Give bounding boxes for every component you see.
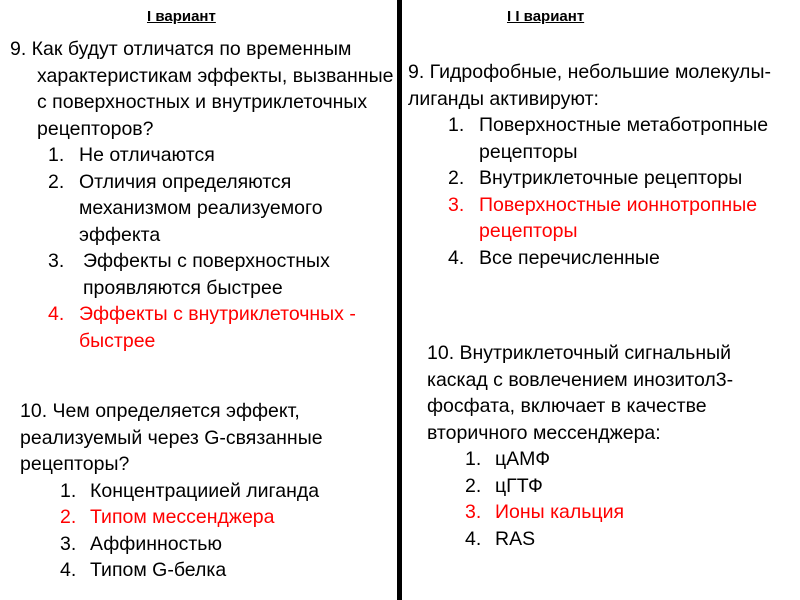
answer-option	[20, 557, 390, 584]
option-text: цГТФ	[495, 474, 543, 497]
option-number: 3.	[60, 532, 77, 555]
option-number: 4.	[48, 303, 65, 325]
option-text: Поверхностные ионнотропные рецепторы	[479, 193, 758, 242]
option-text: Поверхностные метаботропные рецепторы	[479, 114, 769, 163]
answer-option	[427, 446, 797, 473]
question-text: 10. Чем определяется эффект, реализуемый через G-связанные рецепторы?	[20, 400, 323, 475]
answer-option	[427, 473, 797, 500]
option-text: RAS	[495, 527, 536, 550]
answer-list	[10, 142, 395, 354]
option-text: Внутриклеточные рецепторы	[479, 167, 743, 189]
answer-list	[408, 112, 793, 271]
option-text: Типом мессенджера	[90, 506, 275, 528]
option-number: 3.	[465, 501, 482, 523]
option-number: 4.	[448, 246, 465, 269]
option-text: Типом G-белка	[90, 559, 227, 581]
option-number: 3.	[448, 193, 465, 216]
option-text: Концентрациией лиганда	[90, 479, 320, 502]
option-text: Эффекты с поверхностных проявляются быстрее	[83, 250, 330, 299]
answer-option-correct	[427, 499, 797, 526]
option-number: 2.	[465, 474, 482, 497]
variant-2-question-9	[408, 59, 793, 271]
answer-option	[408, 165, 793, 192]
question-text: 9. Как будут отличатся по временным характеристикам эффекты, вызванные с поверхностных и внутриклеточных рецепторов?	[10, 38, 394, 140]
option-number: 4.	[60, 559, 77, 581]
answer-option	[10, 169, 395, 249]
option-number: 2.	[448, 167, 465, 189]
question-text: 10. Внутриклеточный сигнальный каскад с вовлечением инозитол3-фосфата, включает в качестве вторичного мессенджера:	[427, 342, 734, 444]
option-text: Эффекты с внутриклеточных - быстрее	[79, 303, 356, 352]
option-text: Аффинностью	[90, 532, 223, 555]
option-text: Ионы кальция	[495, 501, 625, 523]
answer-option	[10, 142, 395, 169]
variant-1-question-10	[20, 398, 390, 584]
variant-1-header: I вариант	[147, 8, 216, 25]
variant-2-header: I I вариант	[507, 8, 585, 25]
answer-option-correct	[20, 504, 390, 531]
option-text: Не отличаются	[79, 144, 215, 166]
option-number: 1.	[60, 479, 77, 502]
answer-option	[408, 245, 793, 272]
answer-option	[20, 531, 390, 558]
option-number: 3.	[48, 250, 65, 272]
question-text: 9. Гидрофобные, небольшие молекулы-лиганды активируют:	[408, 61, 771, 110]
answer-list	[20, 478, 390, 584]
answer-list	[427, 446, 797, 552]
answer-option	[427, 526, 797, 553]
option-number: 1.	[448, 114, 465, 136]
answer-option	[408, 112, 793, 165]
answer-option	[10, 248, 395, 301]
option-text: цАМФ	[495, 448, 551, 470]
option-number: 1.	[465, 448, 482, 470]
answer-option-correct	[10, 301, 395, 354]
variant-2-question-10	[427, 340, 797, 552]
option-number: 2.	[48, 170, 65, 193]
option-text: Отличия определяются механизмом реализуемого эффекта	[79, 170, 323, 246]
variant-1-question-9	[10, 36, 395, 354]
option-number: 4.	[465, 527, 482, 550]
column-divider	[397, 0, 402, 600]
answer-option	[20, 478, 390, 505]
option-number: 1.	[48, 144, 65, 166]
option-text: Все перечисленные	[479, 246, 660, 269]
option-number: 2.	[60, 506, 77, 528]
answer-option-correct	[408, 192, 793, 245]
